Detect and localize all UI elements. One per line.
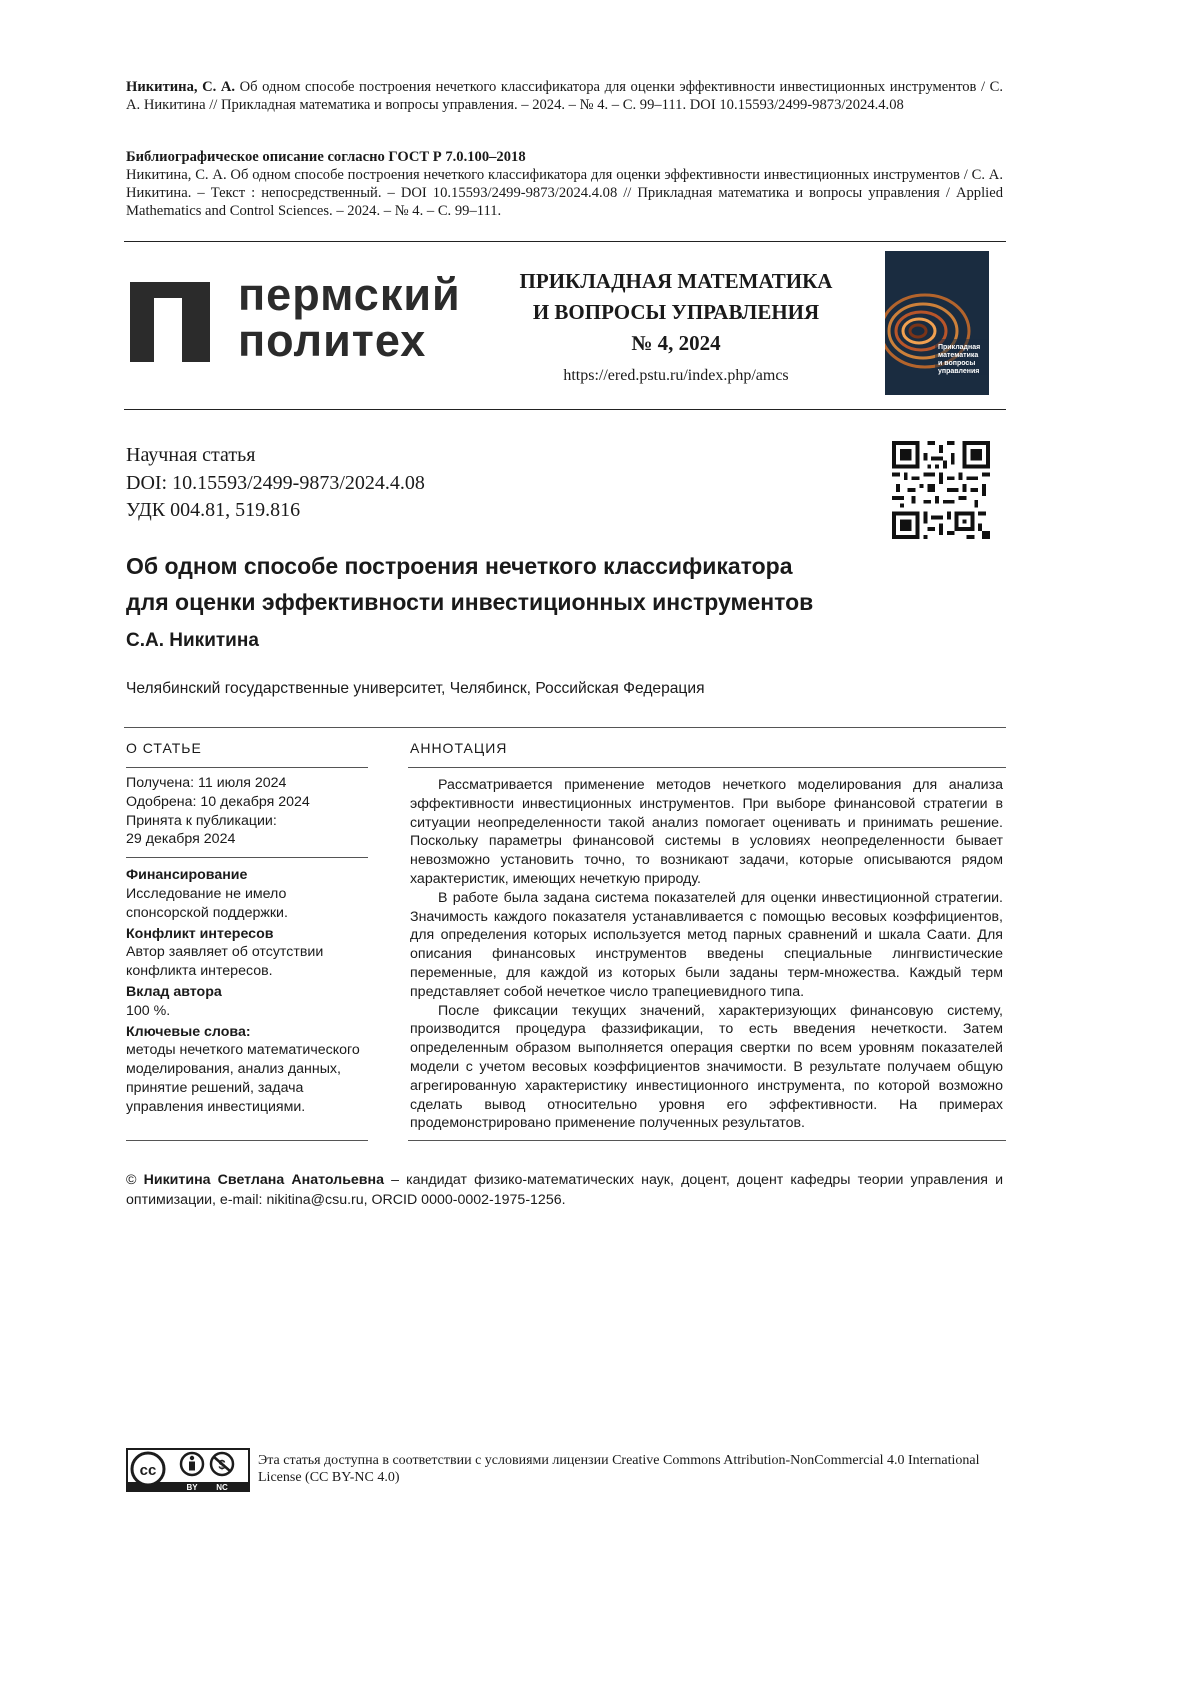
article-author: С.А. Никитина (126, 630, 259, 652)
abstract-heading: АННОТАЦИЯ (410, 740, 507, 756)
article-type: Научная статья (126, 442, 425, 470)
accepted-label: Принята к публикации: (126, 812, 368, 831)
divider-top (124, 241, 1006, 242)
journal-cover-image (885, 251, 989, 395)
journal-block (496, 266, 856, 387)
divider-about-bottom (126, 1140, 368, 1141)
funding-heading: Финансирование (126, 866, 368, 885)
accepted-date: 29 декабря 2024 (126, 830, 368, 849)
abstract-paragraph: В работе была задана система показателей для оценки инвестиционной стратегии. Значимость каждого показателя устанавливается с помощью весовых коэффициентов, для определения которых используется метод парных сравнений и шкала Саати. Для описания финансовых инструментов введены специальные лингвистические переменные, для каждой из которых были заданы терм-множества. Каждый терм представляет собой нечеткое число трапециевидного типа. (410, 889, 1003, 1002)
approved-date: Одобрена: 10 декабря 2024 (126, 793, 368, 812)
article-doi: DOI: 10.15593/2499-9873/2024.4.08 (126, 470, 425, 498)
journal-issue: № 4, 2024 (496, 328, 856, 359)
svg-text:управления: управления (938, 368, 979, 375)
separator (126, 857, 368, 858)
author-affiliation: Челябинский государственные университет, Челябинск, Российская Федерация (126, 680, 705, 698)
abstract-paragraph: Рассматривается применение методов нечеткого моделирования для анализа эффективности инвестиционных инструментов. При выборе финансовой стратегии в ситуации неопределенности такой анализ помогает оценивать и принимать решение. Поскольку параметры финансовой системы в условиях неопределенности бывает невозможно установить точно, то возникают задачи, которые описываются рядом характеристик, имеющих нечеткую природу. (410, 776, 1003, 889)
abstract-paragraph: После фиксации текущих значений, характеризующих финансовую систему, производится процедура фаззификации, то есть введения нечеткости. Затем определенным образом выполняется операция свертки по всем уровням показателей модели с учетом весовых коэффициентов значимости. В результате получаем общую агрегированную характеристику инвестиционного инструмента, по которой возможно сделать вывод относительно уровня его эффективности. На примерах продемонстрировано применение полученных результатов. (410, 1002, 1003, 1134)
pstu-logo-text (238, 272, 461, 364)
contribution-heading: Вклад автора (126, 983, 368, 1002)
journal-url[interactable]: https://ered.pstu.ru/index.php/amcs (496, 365, 856, 387)
gost-block (126, 148, 1003, 220)
keywords-text: методы нечеткого математического моделирования, анализ данных, принятие решений, задача управления инвестициями. (126, 1041, 368, 1116)
journal-title-line-2: И ВОПРОСЫ УПРАВЛЕНИЯ (496, 297, 856, 328)
bio-text: – кандидат физико-математических наук, доцент, доцент кафедры теории управления и оптимизации, e-mail: nikitina@csu.ru, ORCID 0000-0002-1975-1256. (126, 1172, 1003, 1208)
title-line-1: Об одном способе построения нечеткого классификатора (126, 548, 1026, 584)
logo-line-1: пермский (238, 272, 461, 318)
gost-heading: Библиографическое описание согласно ГОСТ Р 7.0.100–2018 (126, 149, 526, 165)
bio-name: Никитина Светлана Анатольевна (144, 1172, 384, 1188)
article-title (126, 548, 1026, 620)
gost-text: Никитина, С. А. Об одном способе построения нечеткого классификатора для оценки эффективности инвестиционных инструментов / С. А. Никитина. – Текст : непосредственный. – DOI 10.15593/2499-9873/2024.4.08 // Прикладная математика и вопросы управления / Applied Mathematics and Control Sciences. – 2024. – № 4. – С. 99–111. (126, 166, 1003, 220)
divider-header (124, 409, 1006, 410)
citation-block (126, 78, 1003, 114)
qr-code-icon (892, 441, 990, 539)
author-bio (126, 1170, 1003, 1210)
svg-text:Прикладная: Прикладная (938, 344, 980, 351)
conflict-heading: Конфликт интересов (126, 925, 368, 944)
pstu-logo-icon (130, 282, 210, 362)
svg-text:математика: математика (938, 352, 978, 359)
funding-text: Исследование не имело спонсорской поддержки. (126, 885, 368, 923)
by-label: BY (186, 1483, 198, 1492)
divider-abstract-top (408, 767, 1006, 768)
divider-abstract-bottom (408, 1140, 1006, 1141)
citation-text: Об одном способе построения нечеткого классификатора для оценки эффективности инвестиционных инструментов / С. А. Никитина // Прикладная математика и вопросы управления. – 2024. – № 4. – С. 99–111. DOI 10.15593/2499-9873/2024.4.08 (126, 79, 1003, 113)
article-udk: УДК 004.81, 519.816 (126, 497, 425, 525)
citation-author: Никитина, С. А. (126, 79, 235, 95)
cc-by-nc-badge-icon[interactable] (126, 1448, 250, 1492)
svg-text:и вопросы: и вопросы (938, 360, 975, 367)
conflict-text: Автор заявляет об отсутствии конфликта интересов. (126, 943, 368, 981)
divider-columns (124, 727, 1006, 728)
received-date: Получена: 11 июля 2024 (126, 774, 368, 793)
article-meta (126, 442, 425, 525)
contribution-text: 100 %. (126, 1002, 368, 1021)
about-heading: О СТАТЬЕ (126, 740, 202, 756)
nc-label: NC (216, 1483, 228, 1492)
cc-label: cc (140, 1462, 157, 1479)
logo-line-2: политех (238, 318, 461, 364)
divider-about-top (126, 767, 368, 768)
license-text: Эта статья доступна в соответствии с условиями лицензии Creative Commons Attribution-NonCommercial 4.0 International License (CC BY-NC 4.0) (258, 1452, 1003, 1486)
abstract-body (410, 776, 1003, 1133)
title-line-2: для оценки эффективности инвестиционных инструментов (126, 584, 1026, 620)
keywords-heading: Ключевые слова: (126, 1023, 368, 1042)
journal-title-line-1: ПРИКЛАДНАЯ МАТЕМАТИКА (496, 266, 856, 297)
about-column (126, 774, 368, 1119)
copyright-symbol: © (126, 1172, 136, 1188)
